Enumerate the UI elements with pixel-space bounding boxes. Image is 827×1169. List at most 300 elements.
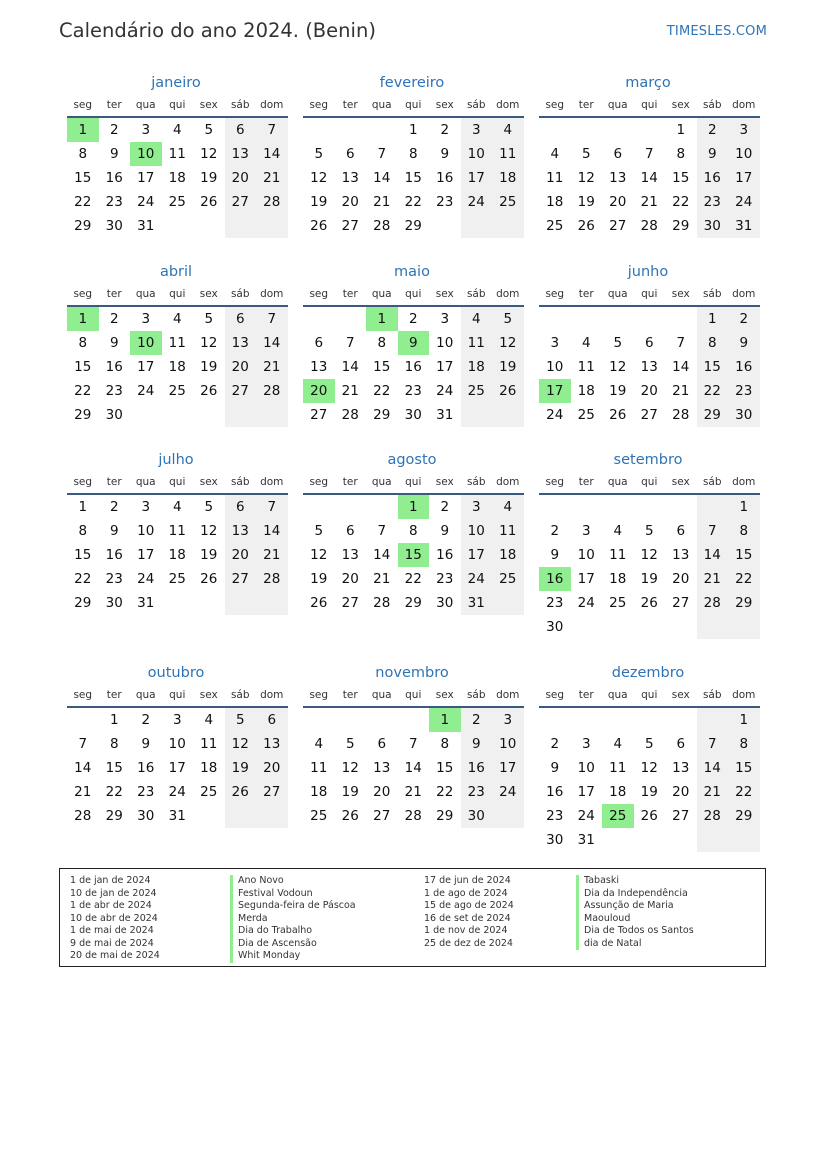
weekday-label: ter bbox=[106, 476, 122, 488]
month-novembro bbox=[303, 662, 524, 828]
legend-date: 16 de set de 2024 bbox=[424, 912, 511, 924]
day-cell: 27 bbox=[225, 567, 257, 591]
empty-cell bbox=[193, 403, 225, 427]
day-cell: 5 bbox=[644, 523, 654, 539]
month-name: agosto bbox=[387, 452, 437, 468]
day-cell: 18 bbox=[200, 760, 218, 776]
day-cell: 21 bbox=[256, 166, 288, 190]
empty-cell bbox=[571, 615, 603, 639]
day-cell: 26 bbox=[200, 383, 218, 399]
day-cell: 4 bbox=[461, 307, 493, 331]
month-setembro bbox=[539, 449, 760, 639]
weekday-header bbox=[67, 685, 288, 705]
day-cell: 12 bbox=[341, 760, 359, 776]
day-cell: 26 bbox=[640, 808, 658, 824]
day-cell: 28 bbox=[256, 567, 288, 591]
legend-holiday-name: Dia do Trabalho bbox=[230, 925, 356, 938]
day-cell: 3 bbox=[172, 712, 182, 728]
day-cell: 6 bbox=[225, 495, 257, 519]
empty-cell bbox=[193, 804, 225, 828]
day-cell: 27 bbox=[256, 780, 288, 804]
day-cell: 8 bbox=[440, 736, 450, 752]
day-cell: 17 bbox=[137, 547, 155, 563]
day-cell: 10 bbox=[728, 142, 760, 166]
day-cell: 29 bbox=[404, 595, 422, 611]
month-name: dezembro bbox=[611, 665, 685, 681]
day-cell: 1 bbox=[408, 122, 418, 138]
day-cell: 29 bbox=[672, 218, 690, 234]
legend-date: 1 de ago de 2024 bbox=[424, 887, 508, 899]
day-cell: 16 bbox=[436, 547, 454, 563]
day-cell: 17 bbox=[137, 359, 155, 375]
site-logo-link[interactable]: TIMESLES.COM bbox=[666, 24, 767, 39]
day-cell: 4 bbox=[581, 335, 591, 351]
day-cell: 4 bbox=[172, 122, 182, 138]
day-cell: 10 bbox=[168, 736, 186, 752]
day-cell: 26 bbox=[310, 595, 328, 611]
day-cell: 3 bbox=[728, 118, 760, 142]
day-cell: 26 bbox=[492, 379, 524, 403]
day-cell: 15 bbox=[74, 547, 92, 563]
day-cell: 22 bbox=[74, 571, 92, 587]
empty-cell bbox=[193, 591, 225, 615]
day-cell: 1 bbox=[676, 122, 686, 138]
weekday-label: sáb bbox=[466, 99, 486, 111]
legend-date: 9 de mai de 2024 bbox=[70, 937, 154, 949]
weekday-label: dom bbox=[260, 689, 284, 701]
day-cell: 14 bbox=[404, 760, 422, 776]
weekday-label: dom bbox=[732, 288, 756, 300]
weekday-label: sex bbox=[671, 476, 690, 488]
day-cell: 19 bbox=[200, 359, 218, 375]
month-abril bbox=[67, 261, 288, 427]
day-cell: 23 bbox=[404, 383, 422, 399]
weekday-label: ter bbox=[578, 476, 594, 488]
empty-cell bbox=[130, 403, 162, 427]
day-cell: 2 bbox=[440, 499, 450, 515]
day-cell: 11 bbox=[546, 170, 564, 186]
weekday-label: qui bbox=[169, 689, 186, 701]
day-cell: 27 bbox=[225, 379, 257, 403]
day-cell: 14 bbox=[74, 760, 92, 776]
day-cell: 18 bbox=[168, 359, 186, 375]
empty-cell bbox=[303, 118, 335, 142]
empty-cell bbox=[256, 804, 288, 828]
day-cell: 6 bbox=[345, 146, 355, 162]
empty-cell bbox=[225, 591, 257, 615]
day-cell: 25 bbox=[609, 595, 627, 611]
day-cell: 18 bbox=[492, 543, 524, 567]
day-cell: 29 bbox=[74, 218, 92, 234]
day-cell: 7 bbox=[256, 307, 288, 331]
legend-holiday-name: Assunção de Maria bbox=[576, 900, 694, 913]
day-cell: 4 bbox=[204, 712, 214, 728]
weekday-label: ter bbox=[106, 99, 122, 111]
day-cell: 13 bbox=[640, 359, 658, 375]
day-cell: 18 bbox=[546, 194, 564, 210]
legend-dates-column-1 bbox=[70, 875, 160, 963]
day-cell: 12 bbox=[200, 523, 218, 539]
day-cell: 1 bbox=[429, 708, 461, 732]
day-cell: 11 bbox=[609, 760, 627, 776]
day-grid bbox=[67, 307, 288, 427]
day-cell: 29 bbox=[74, 407, 92, 423]
weekday-label: sáb bbox=[466, 689, 486, 701]
day-cell: 19 bbox=[200, 547, 218, 563]
legend-dates-column-2 bbox=[424, 875, 514, 950]
weekday-label: qua bbox=[607, 476, 628, 488]
day-cell: 24 bbox=[492, 780, 524, 804]
day-cell: 17 bbox=[577, 571, 595, 587]
empty-cell bbox=[335, 307, 367, 331]
day-cell: 5 bbox=[204, 499, 214, 515]
day-cell: 17 bbox=[728, 166, 760, 190]
day-cell: 10 bbox=[436, 335, 454, 351]
day-cell: 14 bbox=[256, 331, 288, 355]
weekday-label: qua bbox=[607, 689, 628, 701]
day-cell: 30 bbox=[697, 214, 729, 238]
weekday-label: sáb bbox=[230, 476, 250, 488]
weekday-label: qua bbox=[135, 288, 156, 300]
day-cell: 10 bbox=[130, 142, 162, 166]
weekday-label: qua bbox=[135, 689, 156, 701]
legend-date: 25 de dez de 2024 bbox=[424, 937, 513, 949]
month-name: outubro bbox=[147, 665, 205, 681]
day-cell: 6 bbox=[225, 118, 257, 142]
day-cell: 12 bbox=[640, 547, 658, 563]
legend-date: 1 de mai de 2024 bbox=[70, 925, 154, 936]
day-cell: 21 bbox=[640, 194, 658, 210]
day-cell: 8 bbox=[408, 523, 418, 539]
day-cell: 21 bbox=[74, 784, 92, 800]
empty-cell bbox=[366, 118, 398, 142]
day-cell: 21 bbox=[697, 567, 729, 591]
day-cell: 7 bbox=[256, 495, 288, 519]
empty-cell bbox=[461, 214, 493, 238]
day-cell: 22 bbox=[436, 784, 454, 800]
day-cell: 14 bbox=[373, 547, 391, 563]
day-cell: 26 bbox=[577, 218, 595, 234]
day-grid bbox=[539, 118, 760, 238]
legend-holiday-name: Dia de Todos os Santos bbox=[576, 925, 694, 938]
empty-cell bbox=[366, 495, 398, 519]
day-grid bbox=[303, 118, 524, 238]
weekday-label: sáb bbox=[466, 476, 486, 488]
day-cell: 14 bbox=[697, 543, 729, 567]
day-cell: 19 bbox=[640, 784, 658, 800]
day-cell: 20 bbox=[225, 543, 257, 567]
weekday-label: qua bbox=[135, 99, 156, 111]
day-cell: 2 bbox=[697, 118, 729, 142]
day-cell: 4 bbox=[613, 523, 623, 539]
weekday-header bbox=[539, 95, 760, 115]
weekday-label: sáb bbox=[702, 288, 722, 300]
weekday-header bbox=[539, 472, 760, 492]
day-grid bbox=[303, 495, 524, 615]
day-cell: 29 bbox=[105, 808, 123, 824]
day-cell: 16 bbox=[105, 547, 123, 563]
day-cell: 25 bbox=[200, 784, 218, 800]
day-cell: 4 bbox=[550, 146, 560, 162]
day-grid bbox=[539, 495, 760, 639]
day-cell: 9 bbox=[550, 760, 560, 776]
empty-cell bbox=[634, 118, 666, 142]
day-cell: 1 bbox=[109, 712, 119, 728]
day-cell: 28 bbox=[672, 407, 690, 423]
day-cell: 18 bbox=[168, 170, 186, 186]
empty-cell bbox=[571, 118, 603, 142]
day-cell: 29 bbox=[404, 218, 422, 234]
empty-cell bbox=[571, 495, 603, 519]
day-cell: 2 bbox=[440, 122, 450, 138]
day-cell: 19 bbox=[609, 383, 627, 399]
day-cell: 10 bbox=[130, 331, 162, 355]
day-cell: 31 bbox=[137, 218, 155, 234]
day-cell: 7 bbox=[256, 118, 288, 142]
day-cell: 27 bbox=[310, 407, 328, 423]
day-cell: 5 bbox=[314, 523, 324, 539]
day-cell: 16 bbox=[137, 760, 155, 776]
empty-cell bbox=[665, 828, 697, 852]
day-cell: 23 bbox=[105, 194, 123, 210]
day-cell: 27 bbox=[672, 808, 690, 824]
day-grid bbox=[539, 307, 760, 427]
day-cell: 13 bbox=[672, 547, 690, 563]
weekday-label: qui bbox=[641, 476, 658, 488]
day-cell: 15 bbox=[74, 170, 92, 186]
weekday-label: sex bbox=[199, 288, 218, 300]
day-cell: 10 bbox=[546, 359, 564, 375]
day-cell: 9 bbox=[440, 523, 450, 539]
day-cell: 30 bbox=[105, 595, 123, 611]
day-cell: 30 bbox=[728, 403, 760, 427]
weekday-label: sáb bbox=[702, 476, 722, 488]
weekday-label: qua bbox=[371, 476, 392, 488]
weekday-label: dom bbox=[732, 99, 756, 111]
day-cell: 5 bbox=[204, 122, 214, 138]
day-cell: 31 bbox=[461, 591, 493, 615]
day-cell: 24 bbox=[546, 407, 564, 423]
month-name: fevereiro bbox=[379, 75, 445, 91]
empty-cell bbox=[398, 708, 430, 732]
day-cell: 15 bbox=[728, 543, 760, 567]
legend-date: 1 de nov de 2024 bbox=[424, 925, 508, 936]
day-cell: 17 bbox=[137, 170, 155, 186]
weekday-label: dom bbox=[732, 476, 756, 488]
day-cell: 11 bbox=[310, 760, 328, 776]
day-cell: 19 bbox=[310, 571, 328, 587]
day-cell: 30 bbox=[105, 218, 123, 234]
month-agosto bbox=[303, 449, 524, 615]
legend-holiday-name: Maouloud bbox=[576, 913, 694, 926]
day-cell: 10 bbox=[461, 519, 493, 543]
day-cell: 31 bbox=[436, 407, 454, 423]
day-cell: 5 bbox=[613, 335, 623, 351]
day-cell: 21 bbox=[256, 355, 288, 379]
weekday-label: seg bbox=[309, 288, 329, 300]
day-cell: 25 bbox=[492, 567, 524, 591]
day-cell: 20 bbox=[373, 784, 391, 800]
legend-date: 20 de mai de 2024 bbox=[70, 950, 160, 961]
empty-cell bbox=[634, 615, 666, 639]
empty-cell bbox=[602, 495, 634, 519]
month-dezembro bbox=[539, 662, 760, 852]
day-cell: 19 bbox=[310, 194, 328, 210]
day-cell: 26 bbox=[640, 595, 658, 611]
weekday-label: dom bbox=[496, 288, 520, 300]
day-cell: 11 bbox=[461, 331, 493, 355]
weekday-label: sex bbox=[671, 288, 690, 300]
day-cell: 6 bbox=[225, 307, 257, 331]
day-cell: 13 bbox=[256, 732, 288, 756]
weekday-label: seg bbox=[545, 476, 565, 488]
day-cell: 5 bbox=[581, 146, 591, 162]
day-cell: 5 bbox=[492, 307, 524, 331]
legend-holiday-name: Ano Novo bbox=[230, 875, 356, 888]
legend-holiday-name: Dia de Ascensão bbox=[230, 938, 356, 951]
day-cell: 12 bbox=[200, 146, 218, 162]
day-cell: 25 bbox=[492, 190, 524, 214]
day-grid bbox=[539, 708, 760, 852]
day-cell: 16 bbox=[436, 170, 454, 186]
empty-cell bbox=[728, 615, 760, 639]
month-name: novembro bbox=[375, 665, 449, 681]
weekday-label: seg bbox=[309, 99, 329, 111]
weekday-label: qui bbox=[169, 288, 186, 300]
day-cell: 29 bbox=[373, 407, 391, 423]
day-cell: 15 bbox=[105, 760, 123, 776]
weekday-label: sex bbox=[199, 99, 218, 111]
day-cell: 20 bbox=[609, 194, 627, 210]
weekday-label: qui bbox=[169, 476, 186, 488]
month-março bbox=[539, 72, 760, 238]
day-cell: 24 bbox=[577, 808, 595, 824]
empty-cell bbox=[634, 828, 666, 852]
day-cell: 22 bbox=[672, 194, 690, 210]
day-cell: 23 bbox=[105, 383, 123, 399]
weekday-label: sex bbox=[671, 99, 690, 111]
weekday-label: sáb bbox=[230, 288, 250, 300]
empty-cell bbox=[225, 214, 257, 238]
day-cell: 11 bbox=[609, 547, 627, 563]
day-cell: 6 bbox=[644, 335, 654, 351]
empty-cell bbox=[697, 495, 729, 519]
day-cell: 20 bbox=[303, 379, 335, 403]
day-cell: 27 bbox=[341, 218, 359, 234]
empty-cell bbox=[539, 118, 571, 142]
weekday-label: ter bbox=[342, 99, 358, 111]
month-name: abril bbox=[159, 264, 193, 280]
day-cell: 30 bbox=[546, 619, 564, 635]
day-cell: 7 bbox=[644, 146, 654, 162]
day-cell: 24 bbox=[137, 383, 155, 399]
day-cell: 11 bbox=[492, 142, 524, 166]
day-cell: 27 bbox=[640, 407, 658, 423]
day-cell: 28 bbox=[256, 379, 288, 403]
day-cell: 23 bbox=[697, 190, 729, 214]
empty-cell bbox=[571, 307, 603, 331]
weekday-label: sáb bbox=[230, 689, 250, 701]
day-cell: 22 bbox=[404, 571, 422, 587]
month-name: junho bbox=[627, 264, 669, 280]
day-cell: 26 bbox=[200, 194, 218, 210]
day-cell: 2 bbox=[550, 523, 560, 539]
weekday-header bbox=[539, 685, 760, 705]
month-fevereiro bbox=[303, 72, 524, 238]
day-cell: 27 bbox=[341, 595, 359, 611]
day-cell: 8 bbox=[78, 335, 88, 351]
weekday-label: ter bbox=[106, 288, 122, 300]
day-cell: 28 bbox=[697, 591, 729, 615]
day-cell: 22 bbox=[373, 383, 391, 399]
day-cell: 12 bbox=[200, 335, 218, 351]
day-cell: 11 bbox=[492, 519, 524, 543]
day-cell: 14 bbox=[697, 756, 729, 780]
day-cell: 24 bbox=[461, 567, 493, 591]
weekday-label: qui bbox=[641, 689, 658, 701]
weekday-label: dom bbox=[496, 689, 520, 701]
day-cell: 19 bbox=[341, 784, 359, 800]
month-janeiro bbox=[67, 72, 288, 238]
day-cell: 25 bbox=[168, 571, 186, 587]
weekday-label: ter bbox=[578, 689, 594, 701]
day-cell: 6 bbox=[345, 523, 355, 539]
empty-cell bbox=[571, 708, 603, 732]
legend-holiday-name: Dia da Independência bbox=[576, 888, 694, 901]
day-cell: 29 bbox=[697, 403, 729, 427]
weekday-header bbox=[303, 472, 524, 492]
day-cell: 8 bbox=[408, 146, 418, 162]
day-cell: 21 bbox=[697, 780, 729, 804]
empty-cell bbox=[492, 403, 524, 427]
day-cell: 30 bbox=[105, 407, 123, 423]
day-cell: 16 bbox=[404, 359, 422, 375]
day-cell: 8 bbox=[377, 335, 387, 351]
weekday-label: qui bbox=[405, 288, 422, 300]
day-cell: 13 bbox=[310, 359, 328, 375]
empty-cell bbox=[602, 708, 634, 732]
day-cell: 3 bbox=[461, 495, 493, 519]
day-cell: 20 bbox=[341, 571, 359, 587]
weekday-label: seg bbox=[73, 288, 93, 300]
day-grid bbox=[67, 708, 288, 828]
day-cell: 13 bbox=[341, 170, 359, 186]
legend-date: 1 de jan de 2024 bbox=[70, 875, 151, 886]
empty-cell bbox=[67, 708, 99, 732]
day-cell: 9 bbox=[109, 523, 119, 539]
day-cell: 21 bbox=[256, 543, 288, 567]
day-cell: 1 bbox=[728, 708, 760, 732]
legend-holiday-name: Segunda-feira de Páscoa bbox=[230, 900, 356, 913]
day-cell: 20 bbox=[640, 383, 658, 399]
weekday-label: qua bbox=[607, 288, 628, 300]
day-cell: 30 bbox=[546, 832, 564, 848]
day-cell: 18 bbox=[492, 166, 524, 190]
empty-cell bbox=[366, 708, 398, 732]
day-cell: 13 bbox=[225, 331, 257, 355]
day-cell: 27 bbox=[609, 218, 627, 234]
day-cell: 20 bbox=[672, 784, 690, 800]
legend-holiday-name: Festival Vodoun bbox=[230, 888, 356, 901]
day-cell: 9 bbox=[141, 736, 151, 752]
weekday-label: dom bbox=[496, 99, 520, 111]
day-cell: 17 bbox=[492, 756, 524, 780]
weekday-label: sáb bbox=[466, 288, 486, 300]
day-cell: 12 bbox=[225, 732, 257, 756]
day-cell: 7 bbox=[408, 736, 418, 752]
day-cell: 3 bbox=[141, 122, 151, 138]
weekday-label: dom bbox=[496, 476, 520, 488]
